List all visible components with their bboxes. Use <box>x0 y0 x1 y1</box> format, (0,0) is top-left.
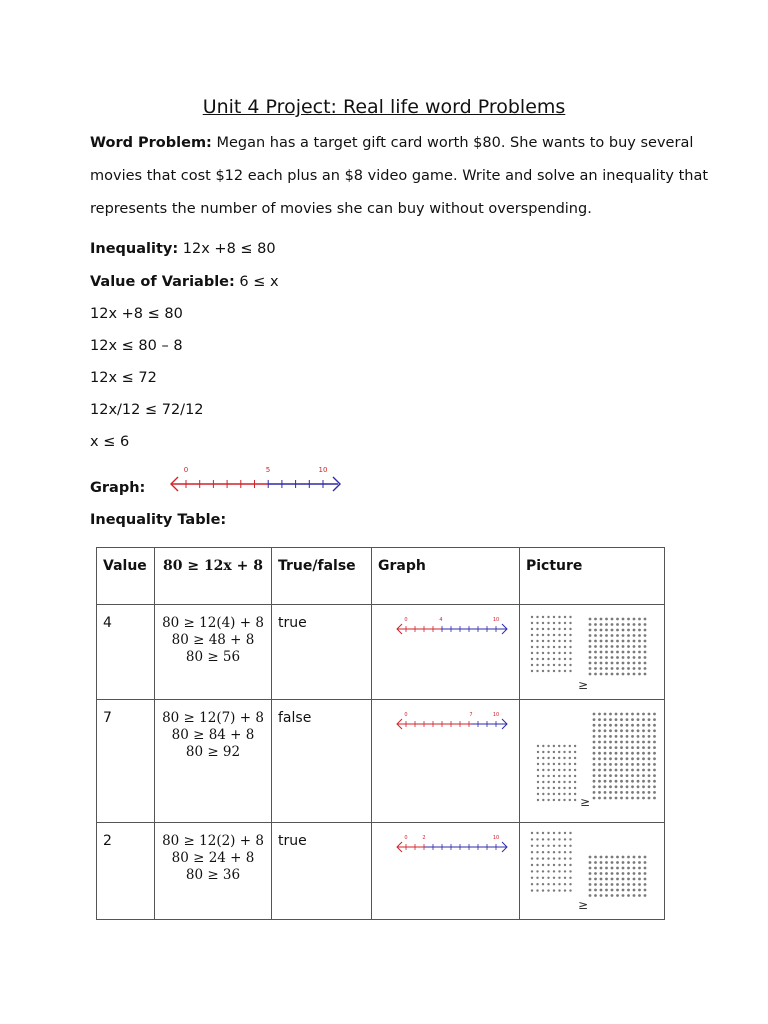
header-math: 80 ≥ 12x + 8 <box>155 548 272 605</box>
svg-text:10: 10 <box>492 712 500 718</box>
header-picture: Picture <box>520 548 665 605</box>
row2-number-line <box>394 708 512 738</box>
svg-text:10: 10 <box>492 617 500 623</box>
inequality-line <box>90 241 276 257</box>
geq-symbol: ≥ <box>578 678 589 692</box>
svg-text:0: 0 <box>404 617 408 623</box>
step-3: 12x ≤ 72 <box>90 370 157 386</box>
svg-text:10: 10 <box>492 835 500 841</box>
row1-dots-picture <box>520 605 664 695</box>
svg-text:2: 2 <box>422 835 426 841</box>
row3-dots-picture <box>520 823 664 915</box>
inequality-label: Inequality: <box>90 241 179 257</box>
row3-picture <box>520 823 665 920</box>
page-title: Unit 4 Project: Real life word Problems <box>202 96 566 118</box>
row3-result: true <box>272 823 372 920</box>
geq-symbol: ≥ <box>580 795 591 809</box>
graph-label: Graph: <box>90 480 146 496</box>
tick-label-0: 0 <box>183 466 189 474</box>
svg-text:0: 0 <box>404 712 408 718</box>
tick-label-5: 5 <box>265 466 271 474</box>
row1-graph <box>372 605 520 700</box>
row3-value: 2 <box>97 823 155 920</box>
header-truefalse: True/false <box>272 548 372 605</box>
word-problem-text: Megan has a target gift card worth $80. She wants to buy several movies that cost $12 each plus an $8 video game. Write and solve an inequality that represents the number of movies she can buy without overspending. <box>90 135 709 217</box>
word-problem-paragraph <box>90 127 710 226</box>
table-header-row <box>97 548 665 605</box>
row2-value: 7 <box>97 700 155 823</box>
row3-math: 80 ≥ 12(2) + 8 80 ≥ 24 + 8 80 ≥ 36 <box>155 823 272 920</box>
svg-text:7: 7 <box>469 712 473 718</box>
step-4: 12x/12 ≤ 72/12 <box>90 402 204 418</box>
variable-line <box>90 274 279 290</box>
row2-dots-picture <box>520 700 664 818</box>
svg-text:0: 0 <box>404 835 408 841</box>
header-value: Value <box>97 548 155 605</box>
variable-label: Value of Variable: <box>90 274 235 290</box>
step-5: x ≤ 6 <box>90 434 130 450</box>
step-1: 12x +8 ≤ 80 <box>90 306 183 322</box>
table-row <box>97 823 665 920</box>
row1-math: 80 ≥ 12(4) + 8 80 ≥ 48 + 8 80 ≥ 56 <box>155 605 272 700</box>
row1-number-line <box>394 613 512 643</box>
word-problem-label: Word Problem: <box>90 135 212 151</box>
geq-symbol: ≥ <box>578 898 589 912</box>
graph-line <box>90 480 145 496</box>
variable-value: 6 ≤ x <box>239 274 279 290</box>
row1-picture <box>520 605 665 700</box>
table-row <box>97 700 665 823</box>
row2-graph <box>372 700 520 823</box>
row1-result: true <box>272 605 372 700</box>
table-row <box>97 605 665 700</box>
inequality-value: 12x +8 ≤ 80 <box>182 241 276 257</box>
tick-label-10: 10 <box>318 466 328 474</box>
row3-graph <box>372 823 520 920</box>
table-label: Inequality Table: <box>90 512 227 528</box>
header-graph: Graph <box>372 548 520 605</box>
row1-value: 4 <box>97 605 155 700</box>
row2-result: false <box>272 700 372 823</box>
table-heading <box>90 512 226 528</box>
row3-number-line <box>394 831 512 861</box>
svg-text:4: 4 <box>439 617 443 623</box>
step-2: 12x ≤ 80 – 8 <box>90 338 183 354</box>
row2-math: 80 ≥ 12(7) + 8 80 ≥ 84 + 8 80 ≥ 92 <box>155 700 272 823</box>
number-line-main <box>168 462 344 496</box>
inequality-table <box>96 547 665 920</box>
row2-picture <box>520 700 665 823</box>
